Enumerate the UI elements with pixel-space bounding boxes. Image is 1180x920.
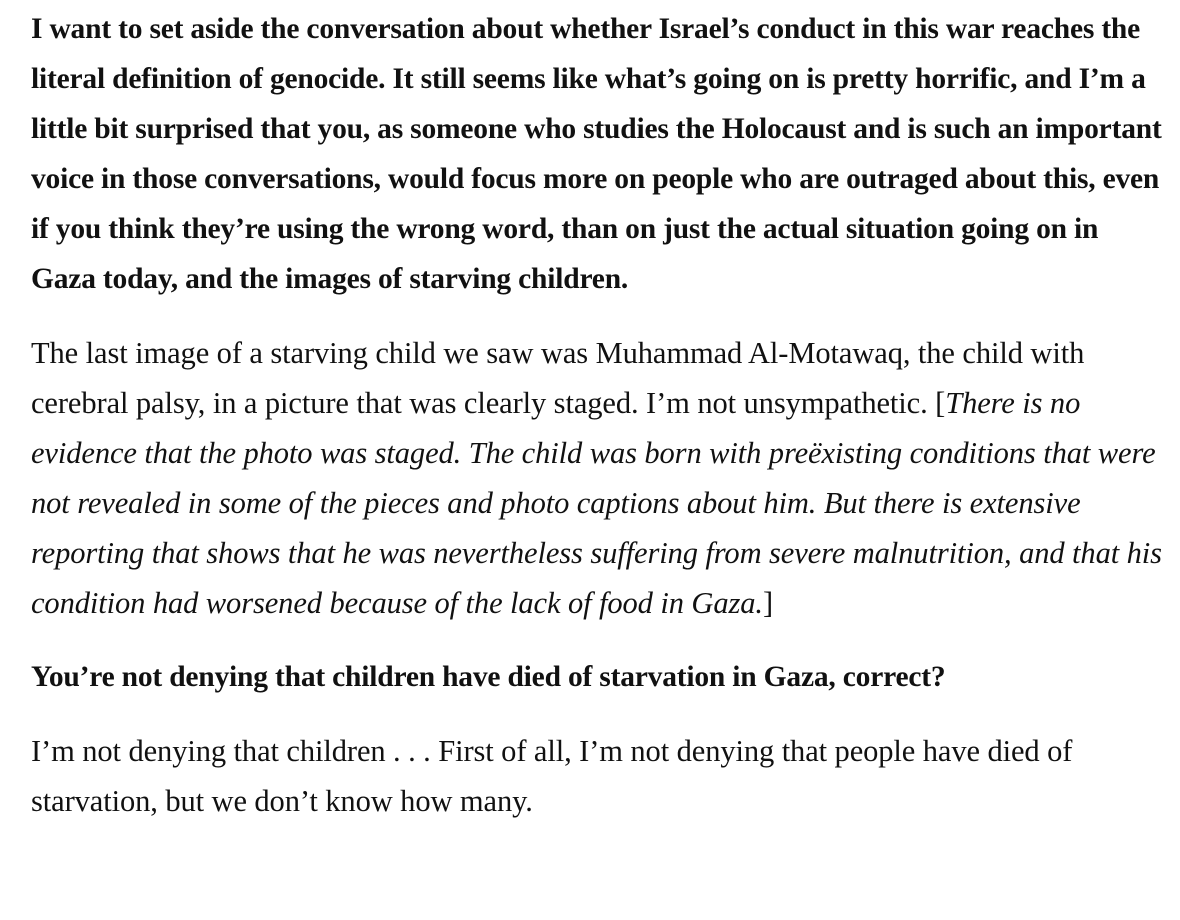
answer-1-text: The last image of a starving child we saw was Muhammad Al-Motawaq, the child with cerebral palsy, in a picture that was clearly staged. I’m not unsympathetic.: [31, 336, 1085, 420]
answer-1: [31, 328, 1166, 628]
bracket-open: [: [927, 386, 946, 420]
question-2: You’re not denying that children have died of starvation in Gaza, correct?: [31, 661, 946, 693]
editor-note: There is no evidence that the photo was staged. The child was born with preëxisting conditions that were not revealed in some of the pieces and photo captions about him. But there is extensive reporting that shows that he was nevertheless suffering from severe malnutrition, and that his condition had worsened because of the lack of food in Gaza.: [31, 386, 1162, 620]
bracket-close: ]: [762, 586, 773, 620]
answer-2: I’m not denying that children . . . First of all, I’m not denying that people have died of starvation, but we don’t know how many.: [31, 734, 1073, 818]
question-1: I want to set aside the conversation about whether Israel’s conduct in this war reaches the literal definition of genocide. It still seems like what’s going on is pretty horrific, and I’m a little bit surprised that you, as someone who studies the Holocaust and is such an important voice in those conversations, would focus more on people who are outraged about this, even if you think they’re using the wrong word, than on just the actual situation going on in Gaza today, and the images of starving children.: [31, 13, 1162, 295]
